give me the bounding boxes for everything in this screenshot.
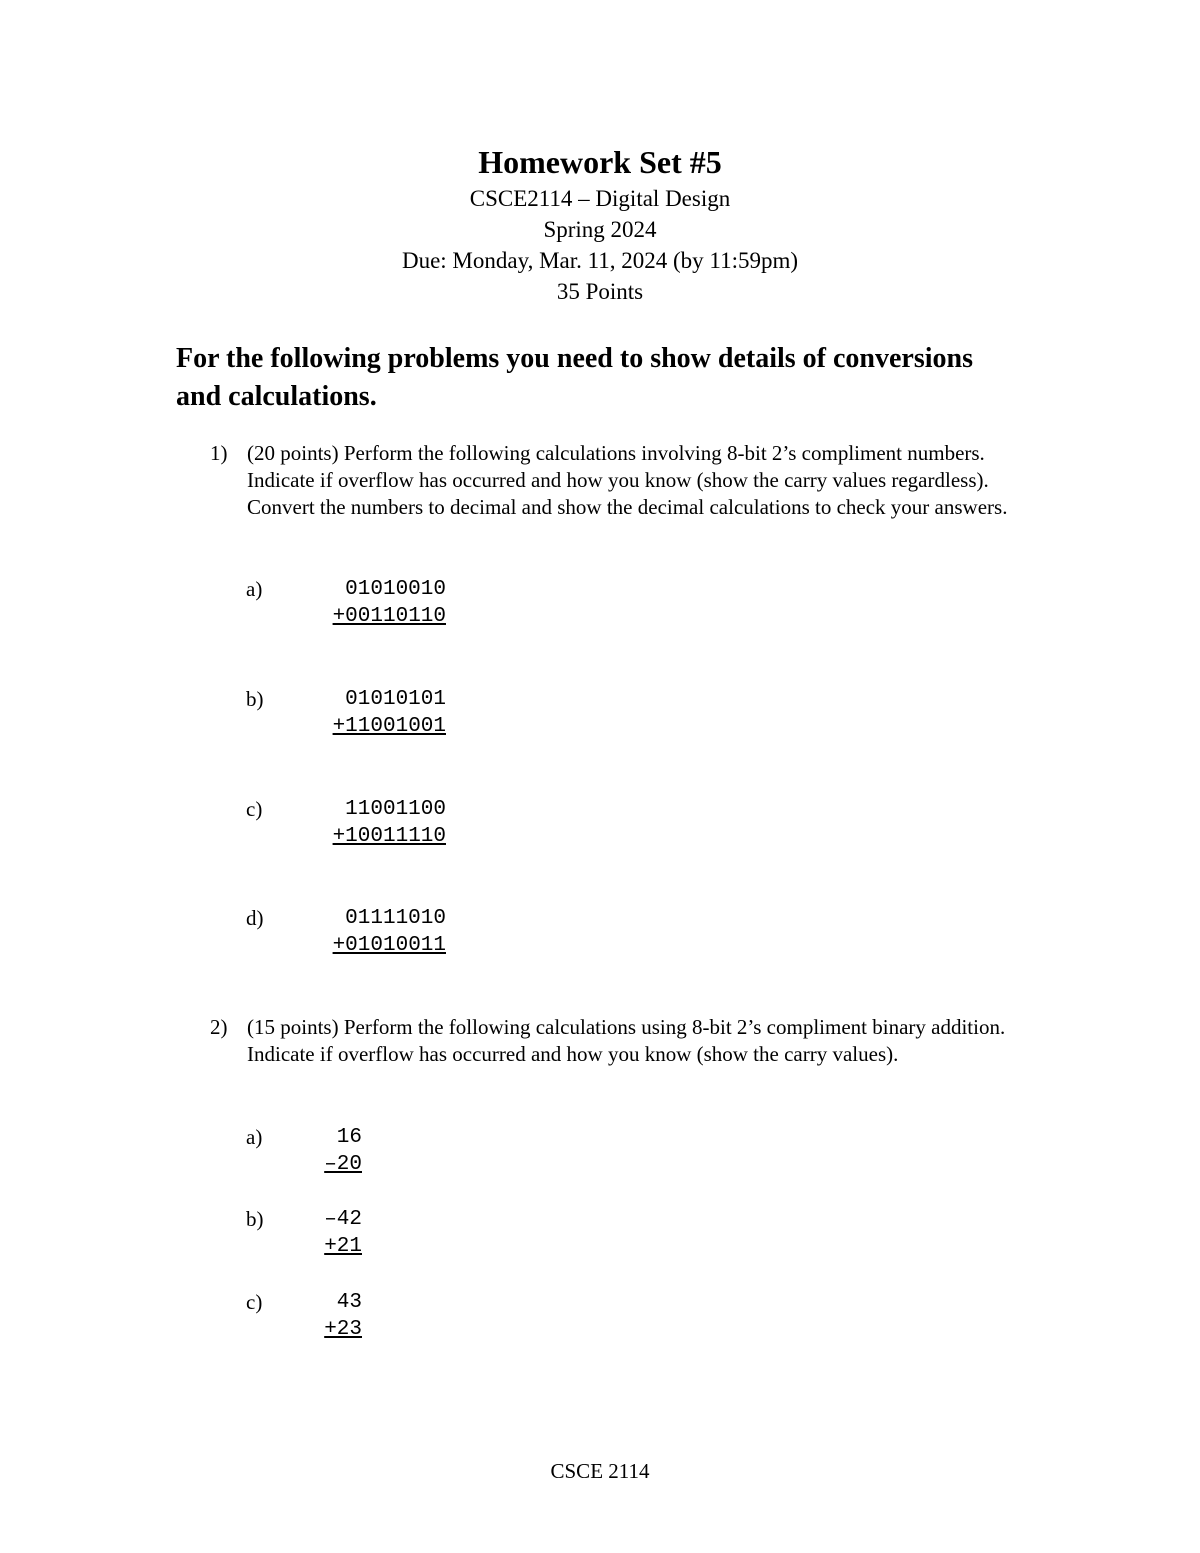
problem-number: 1) <box>210 441 228 465</box>
problem-2-item-b <box>246 1206 506 1266</box>
problem-2-item-c <box>246 1289 506 1349</box>
problem-text: (20 points) Perform the following calculations involving 8-bit 2’s compliment numbers. Indicate if overflow has occurred and how you know (show the carry values regardless). Convert the numbers to decimal and show the decimal calculations to check your answers. <box>247 441 1008 519</box>
due-date: Due: Monday, Mar. 11, 2024 (by 11:59pm) <box>401 248 799 273</box>
page-title: Homework Set #5 <box>478 144 722 180</box>
item-label: b) <box>246 1207 264 1231</box>
course-name: CSCE2114 – Digital Design <box>469 186 731 211</box>
item-label: b) <box>246 687 264 711</box>
term: Spring 2024 <box>543 217 657 242</box>
problem-1-item-a <box>246 576 506 636</box>
operand-1: 11001100 <box>345 798 446 821</box>
problem-1-item-d <box>246 905 506 965</box>
item-label: c) <box>246 797 263 821</box>
problem-1 <box>210 440 1030 521</box>
operand-2: +00110110 <box>332 605 446 628</box>
problem-text-line-1: (15 points) Perform the following calculations using 8-bit 2’s compliment binary addition. <box>247 1015 1006 1039</box>
item-label: a) <box>246 1125 263 1149</box>
operand-1: 01010010 <box>345 578 446 601</box>
operand-2: –20 <box>324 1153 362 1176</box>
problem-number: 2) <box>210 1015 228 1039</box>
operand-1: 01010101 <box>345 688 446 711</box>
problem-2 <box>210 1014 1030 1068</box>
item-label: d) <box>246 906 264 930</box>
operand-2: +21 <box>324 1235 362 1258</box>
problem-1-item-b <box>246 686 506 746</box>
problem-2-item-a <box>246 1124 506 1184</box>
instructions-heading: For the following problems you need to show details of conversions and calculations. <box>176 343 973 412</box>
operand-2: +11001001 <box>332 715 446 738</box>
item-label: a) <box>246 577 263 601</box>
operand-1: –42 <box>324 1208 362 1231</box>
operand-2: +10011110 <box>332 825 446 848</box>
operand-2: +23 <box>324 1318 362 1341</box>
page-footer: CSCE 2114 <box>550 1459 650 1483</box>
total-points: 35 Points <box>556 279 644 304</box>
problem-text <box>247 1014 1030 1068</box>
operand-2: +01010011 <box>332 934 446 957</box>
problem-1-item-c <box>246 796 506 856</box>
operand-1: 16 <box>336 1126 362 1149</box>
item-label: c) <box>246 1290 263 1314</box>
operand-1: 43 <box>336 1291 362 1314</box>
problem-text-line-2: Indicate if overflow has occurred and how you know (show the carry values). <box>247 1042 899 1066</box>
operand-1: 01111010 <box>345 907 446 930</box>
header-meta <box>0 183 1200 307</box>
